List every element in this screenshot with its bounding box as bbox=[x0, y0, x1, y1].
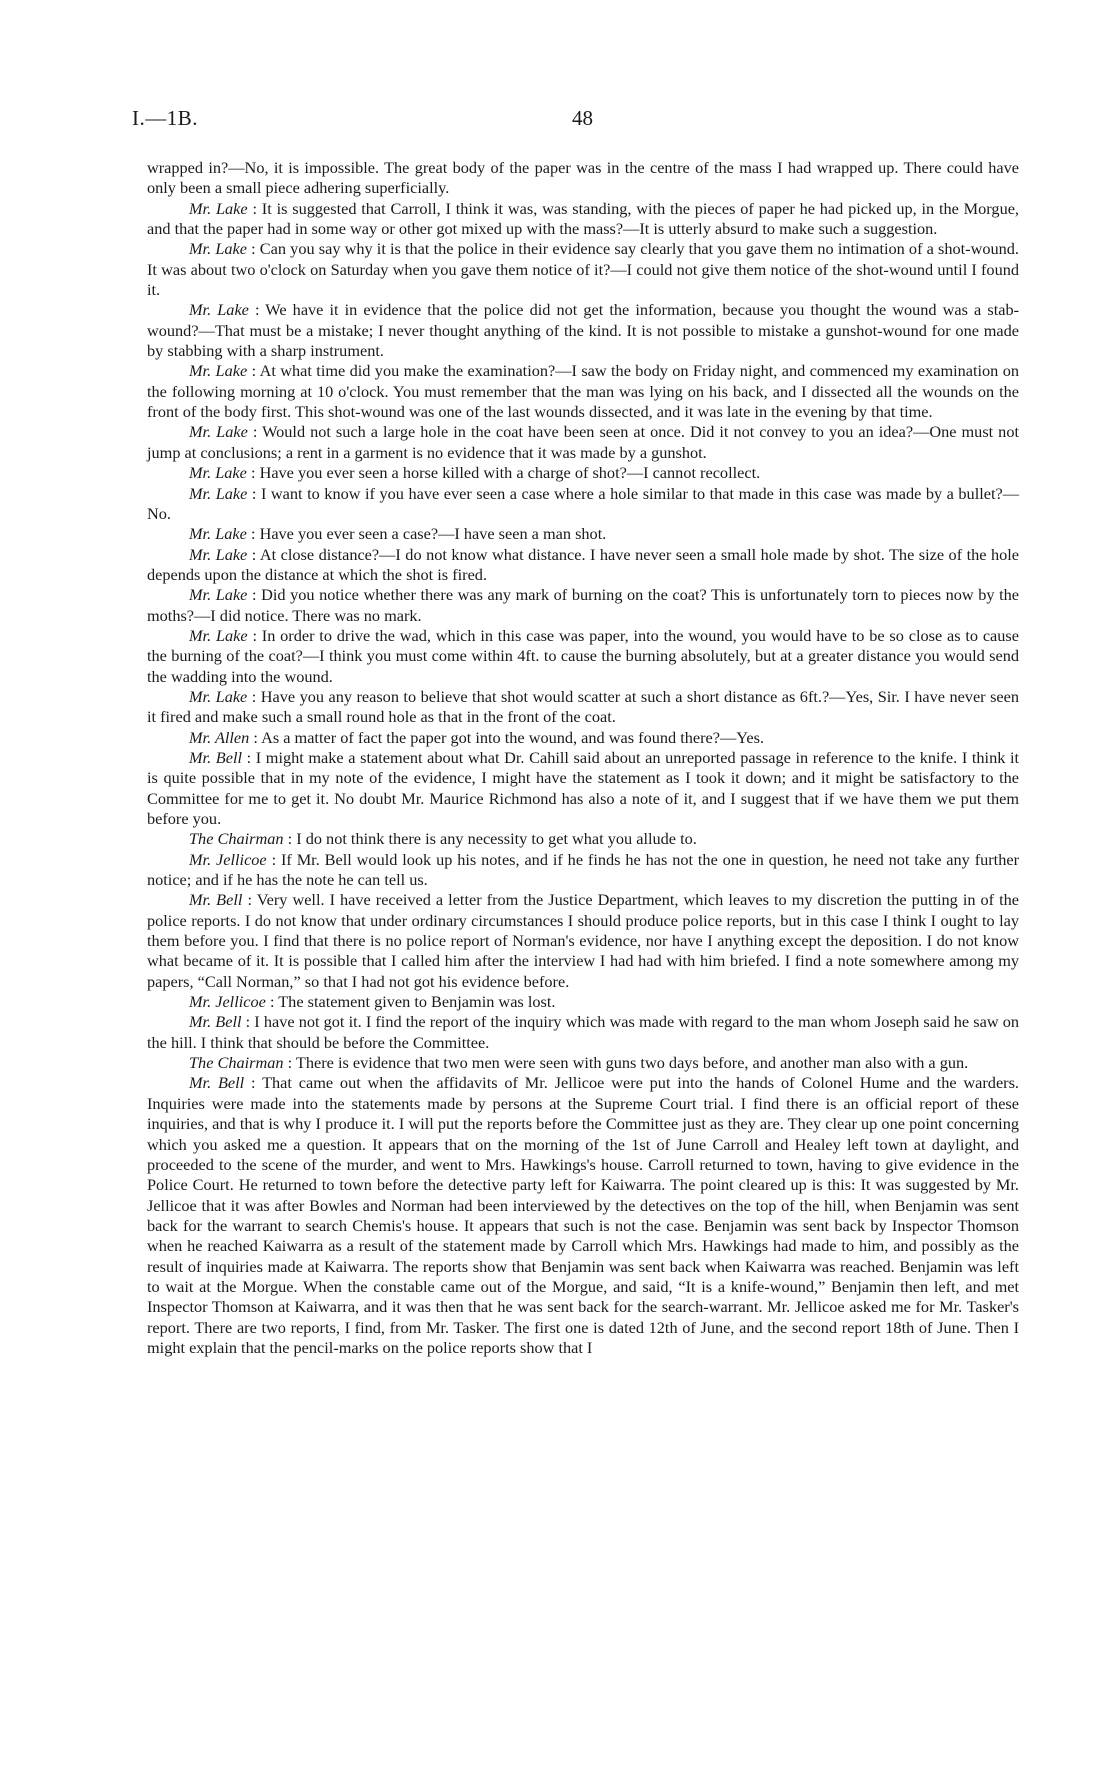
paragraph-text: : I want to know if you have ever seen a case where a hole similar to that made in this case was made by a bullet?—No. bbox=[147, 483, 1020, 523]
speaker-name: Mr. Bell bbox=[189, 1012, 242, 1032]
paragraph bbox=[147, 361, 1019, 422]
speaker-name: Mr. Lake bbox=[189, 300, 249, 320]
paragraph-text: : Have you ever seen a horse killed with a charge of shot?—I cannot recollect. bbox=[250, 463, 761, 483]
paragraph-text: : Have you ever seen a case?—I have seen a man shot. bbox=[250, 524, 607, 544]
paragraph-text: : If Mr. Bell would look up his notes, and if he finds he has not the one in question, he need not take any further notice; and if he has the note he can tell us. bbox=[147, 849, 1019, 890]
paragraph bbox=[147, 585, 1019, 626]
paragraph-text: : Did you notice whether there was any mark of burning on the coat? This is unfortunately torn to pieces now by the moths?—I did notice. There was no mark. bbox=[147, 585, 1019, 625]
paragraph bbox=[147, 850, 1019, 891]
speaker-name: Mr. Lake bbox=[189, 625, 248, 645]
speaker-name: Mr. Lake bbox=[189, 686, 248, 706]
speaker-name: Mr. Allen bbox=[189, 727, 250, 747]
paragraph bbox=[147, 748, 1019, 829]
paragraph bbox=[147, 545, 1019, 586]
paragraph bbox=[147, 199, 1019, 240]
paragraph-text: : I do not think there is any necessity to get what you allude to. bbox=[287, 829, 697, 849]
paragraph bbox=[147, 422, 1019, 463]
paragraph bbox=[147, 992, 1019, 1012]
paragraph bbox=[147, 158, 1019, 199]
paragraph-text: : It is suggested that Carroll, I think it was, was standing, with the pieces of paper he had picked up, in the Morgue, and that the paper had in some way or other got mixed up with the mass?—It is utterly absurd to make such a suggestion. bbox=[147, 198, 1020, 239]
speaker-name: Mr. Bell bbox=[189, 1073, 245, 1093]
paragraph-text: : Can you say why it is that the police in their evidence say clearly that you gave them no intimation of a shot-wound. It was about two o'clock on Saturday when you gave them notice of it?—I could not give them notice of the shot-wound until I found it. bbox=[147, 239, 1019, 300]
speaker-name: Mr. Lake bbox=[189, 544, 248, 564]
transcript-body bbox=[147, 158, 1019, 1358]
speaker-name: Mr. Lake bbox=[189, 585, 248, 605]
speaker-name: Mr. Jellicoe bbox=[189, 992, 266, 1012]
paragraph bbox=[147, 524, 1019, 544]
paragraph-text: : At what time did you make the examination?—I saw the body on Friday night, and commenced my examination on the following morning at 10 o'clock. You must remember that the man was lying on his back, and I dissected all the wounds on the front of the body first. This shot-wound was one of the last wounds dissected, and it was late in the evening by that time. bbox=[147, 361, 1019, 422]
paragraph bbox=[147, 687, 1019, 728]
paragraph-text: : We have it in evidence that the police did not get the information, because you thought the wound was a stab-wound?—That must be a mistake; I never thought anything of the kind. It is not possible to mistake a gunshot-wound for one made by stabbing with a sharp instrument. bbox=[147, 300, 1020, 361]
paragraph bbox=[147, 1053, 1019, 1073]
paragraph-text: : As a matter of fact the paper got into the wound, and was found there?—Yes. bbox=[253, 727, 765, 747]
speaker-name: The Chairman bbox=[189, 1053, 284, 1073]
paragraph-text: : In order to drive the wad, which in this case was paper, into the wound, you would have to be so close as to cause the burning of the coat?—I think you must come within 4ft. to cause the burning absolutely, but at a greater distance you would send the wadding into the wound. bbox=[147, 625, 1019, 686]
speaker-name: Mr. Bell bbox=[189, 747, 242, 767]
paragraph bbox=[147, 239, 1019, 300]
speaker-name: Mr. Lake bbox=[189, 463, 247, 483]
paragraph bbox=[147, 300, 1019, 361]
paragraph-text: : At close distance?—I do not know what distance. I have never seen a small hole made by shot. The size of the hole depends upon the distance at which the shot is fired. bbox=[147, 544, 1019, 584]
paragraph bbox=[147, 1073, 1019, 1358]
speaker-name: Mr. Lake bbox=[189, 524, 247, 544]
paragraph-text: : Have you any reason to believe that shot would scatter at such a short distance as 6ft.?—Yes, Sir. I have never seen it fired and make such a small round hole as that in the front of the coat. bbox=[147, 686, 1019, 727]
paragraph-text: : Would not such a large hole in the coat have been seen at once. Did it not convey to you an idea?—One must not jump at conclusions; a rent in a garment is no evidence that it was made by a gunshot. bbox=[147, 422, 1019, 462]
paragraph-text: : That came out when the affidavits of Mr. Jellicoe were put into the hands of Colonel Hume and the warders. Inquiries were made into the statements made by persons at the Supreme Court trial. I find there is an official report of these inquiries, and that is why I produce it. I will put the reports before the Committee just as they are. They clear up one point concerning which you asked me a question. It appears that on the morning of the 1st of June Carroll and Healey left town at daylight, and proceeded to the scene of the murder, and went to Mrs. Hawkings's house. Carroll returned to town, having to give evidence in the Police Court. He returned to town before the detective party left for Kaiwarra. The point cleared up is this: It was suggested by Mr. Jellicoe that it was after Bowles and Norman had been interviewed by the detectives on the top of the hill, when Benjamin was sent back for the warrant to search Chemis's house. It appears that such is not the case. Benjamin was sent back by Inspector Thomson when he reached Kaiwarra as a result of the statement made by Carroll which Mrs. Hawkings had made to him, and possibly as the result of inquiries made at Kaiwarra. The reports show that Benjamin was sent back when Kaiwarra was reached. Benjamin was left to wait at the Morgue. When the constable came out of the Morgue, and said, “It is a knife-wound,” Benjamin then left, and met Inspector Thomson at Kaiwarra, and it was then that he was sent back for the search-warrant. Mr. Jellicoe asked me for Mr. Tasker's report. There are two reports, I find, from Mr. Tasker. The first one is dated 12th of June, and the second report 18th of June. Then I might explain that the pencil-marks on the police reports show that I bbox=[147, 1073, 1020, 1357]
speaker-name: Mr. Lake bbox=[189, 239, 247, 259]
speaker-name: The Chairman bbox=[189, 829, 284, 849]
document-code: I.—1B. bbox=[132, 106, 198, 130]
paragraph-text: : I have not got it. I find the report of the inquiry which was made with regard to the man whom Joseph said he saw on the hill. I think that should be before the Committee. bbox=[147, 1012, 1020, 1052]
paragraph bbox=[147, 890, 1019, 992]
speaker-name: Mr. Lake bbox=[189, 483, 248, 503]
paragraph bbox=[147, 484, 1019, 525]
paragraph bbox=[147, 626, 1019, 687]
paragraph bbox=[147, 463, 1019, 483]
speaker-name: Mr. Lake bbox=[189, 422, 248, 442]
paragraph-text: : The statement given to Benjamin was lost. bbox=[269, 992, 556, 1012]
paragraph-text: wrapped in?—No, it is impossible. The great body of the paper was in the centre of the mass I had wrapped up. There could have only been a small piece adhering superficially. bbox=[147, 158, 1019, 198]
paragraph-text: : Very well. I have received a letter from the Justice Department, which leaves to my discretion the putting in of the police reports. I do not know that under ordinary circumstances I should produce police reports, but in this case I think I ought to lay them before you. I find that there is no police report of Norman's evidence, nor have I anything except the deposition. I do not know what became of it. It is possible that I called him after the interview I had had with him briefed. I find a note somewhere among my papers, “Call Norman,” so that I had not got his evidence before. bbox=[147, 890, 1019, 991]
paragraph-text: : There is evidence that two men were seen with guns two days before, and another man also with a gun. bbox=[287, 1053, 969, 1073]
paragraph-text: : I might make a statement about what Dr. Cahill said about an unreported passage in reference to the knife. I think it is quite possible that in my note of the evidence, I might have the statement as I took it down; and it might be satisfactory to the Committee for me to get it. No doubt Mr. Maurice Richmond has also a note of it, and I suggest that if we have them we put them before you. bbox=[147, 747, 1020, 828]
speaker-name: Mr. Lake bbox=[189, 361, 248, 381]
speaker-name: Mr. Jellicoe bbox=[189, 849, 267, 869]
page-number: 48 bbox=[572, 106, 593, 130]
paragraph bbox=[147, 728, 1019, 748]
paragraph bbox=[147, 1012, 1019, 1053]
speaker-name: Mr. Bell bbox=[189, 890, 243, 910]
paragraph bbox=[147, 829, 1019, 849]
speaker-name: Mr. Lake bbox=[189, 198, 248, 218]
